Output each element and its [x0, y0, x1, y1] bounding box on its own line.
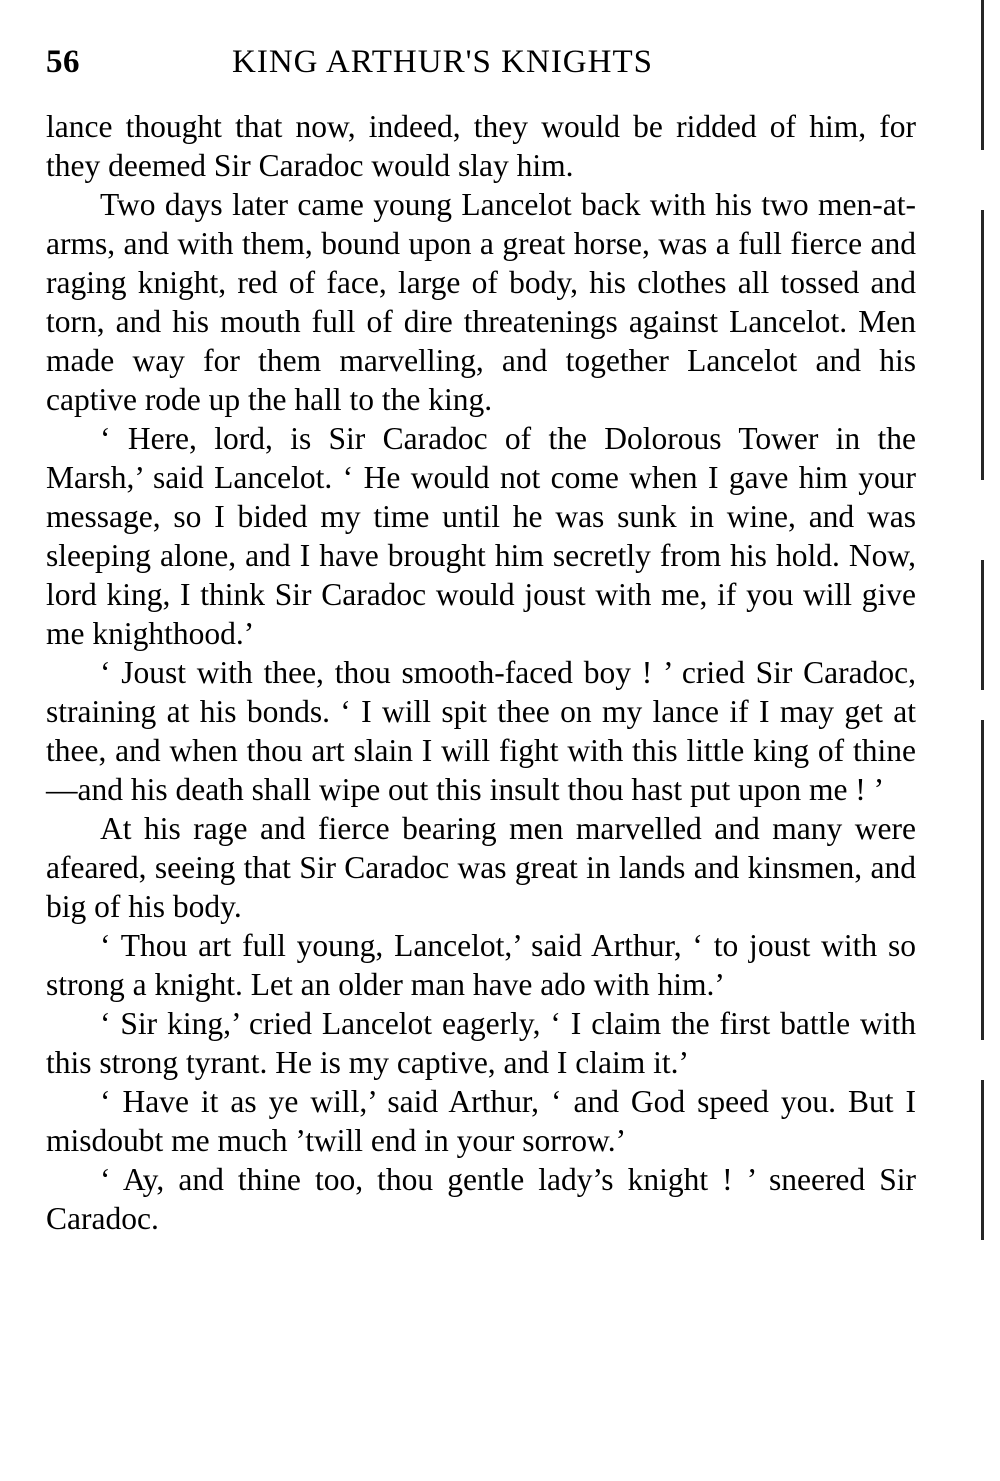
paragraph: ‘ Joust with thee, thou smooth-faced boy ! ’ cried Sir Caradoc, straining at his bonds. ‘ I will spit thee on my lance if I may get at thee, and when thou art slain I will fight with this little king of thine—and his death shall wipe out this insult thou hast put upon me ! ’ [46, 655, 916, 807]
paragraph: ‘ Ay, and thine too, thou gentle lady’s knight ! ’ sneered Sir Caradoc. [46, 1162, 916, 1236]
body-text [46, 107, 916, 1238]
paragraph: Two days later came young Lancelot back with his two men-at-arms, and with them, bound upon a great horse, was a full fierce and raging knight, red of face, large of body, his clothes all tossed and torn, and his mouth full of dire threatenings against Lancelot. Men made way for them marvelling, and together Lancelot and his captive rode up the hall to the king. [46, 187, 916, 417]
paragraph: ‘ Here, lord, is Sir Caradoc of the Dolorous Tower in the Marsh,’ said Lancelot. ‘ He would not come when I gave him your message, so I bided my time until he was sunk in wine, and was sleeping alone, and I have brought him secretly from his hold. Now, lord king, I think Sir Caradoc would joust with me, if you will give me knighthood.’ [46, 421, 916, 651]
page-number: 56 [46, 44, 80, 80]
paragraph: ‘ Sir king,’ cried Lancelot eagerly, ‘ I claim the first battle with this strong tyrant. He is my captive, and I claim it.’ [46, 1006, 916, 1080]
gutter-edge-line [981, 0, 984, 1481]
running-title: KING ARTHUR'S KNIGHTS [232, 44, 653, 80]
paragraph: lance thought that now, indeed, they would be ridded of him, for they deemed Sir Caradoc would slay him. [46, 109, 916, 183]
paragraph: ‘ Have it as ye will,’ said Arthur, ‘ and God speed you. But I misdoubt me much ’twill end in your sorrow.’ [46, 1084, 916, 1158]
paragraph: At his rage and fierce bearing men marvelled and many were afeared, seeing that Sir Caradoc was great in lands and kinsmen, and big of his body. [46, 811, 916, 924]
paragraph: ‘ Thou art full young, Lancelot,’ said Arthur, ‘ to joust with so strong a knight. Let an older man have ado with him.’ [46, 928, 916, 1002]
page-header [46, 44, 916, 88]
